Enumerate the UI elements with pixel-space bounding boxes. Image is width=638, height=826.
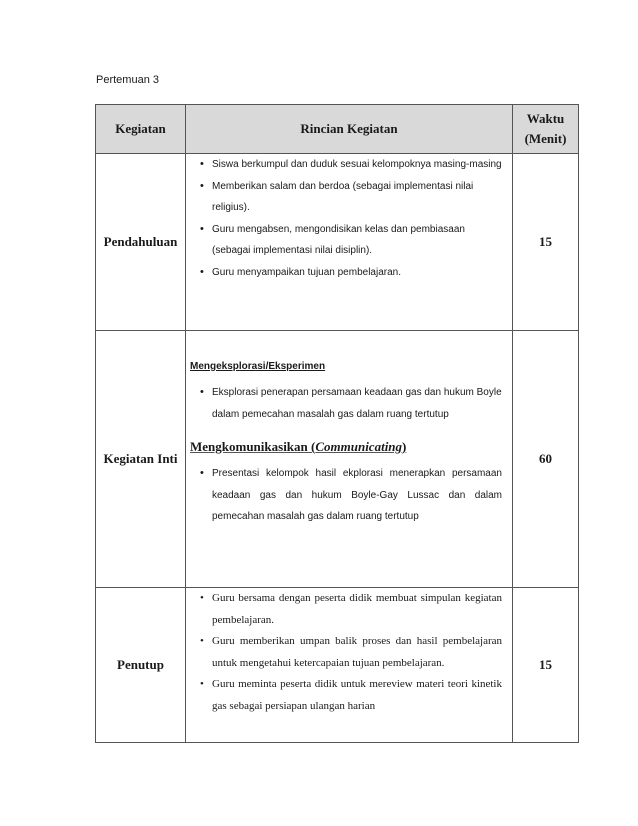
- list-item: • Memberikan salam dan berdoa (sebagai implementasi nilai religius).: [186, 176, 512, 219]
- bullet-icon: •: [200, 158, 204, 170]
- list-item: • Guru memberikan umpan balik proses dan hasil pembelajaran untuk mengetahui ketercapaian tujuan pembelajaran.: [186, 631, 512, 674]
- list-item: • Eksplorasi penerapan persamaan keadaan gas dan hukum Boyle dalam pemecahan masalah gas dalam ruang tertutup: [186, 382, 512, 425]
- activity-list: [186, 154, 512, 283]
- list-item: • Presentasi kelompok hasil ekplorasi menerapkan persamaan keadaan gas dan hukum Boyle-Gay Lussac dan dalam pemecahan masalah gas dalam ruang tertutup: [186, 463, 512, 528]
- kegiatan-cell: Pendahuluan: [96, 154, 186, 331]
- rincian-cell: [186, 154, 513, 331]
- kegiatan-cell: Kegiatan Inti: [96, 331, 186, 588]
- kegiatan-cell: Penutup: [96, 588, 186, 743]
- activity-list: [186, 463, 512, 528]
- header-waktu: [513, 105, 579, 154]
- header-rincian: Rincian Kegiatan: [186, 105, 513, 154]
- bullet-icon: •: [200, 179, 204, 192]
- table-header-row: [96, 105, 579, 154]
- bullet-icon: •: [200, 386, 204, 398]
- page-title: Pertemuan 3: [96, 74, 159, 86]
- rincian-cell: [186, 588, 513, 743]
- waktu-cell: 15: [513, 154, 579, 331]
- table-row: [96, 331, 579, 588]
- bullet-icon: •: [200, 678, 204, 690]
- waktu-cell: 60: [513, 331, 579, 588]
- activity-list: [186, 382, 512, 425]
- bullet-icon: •: [200, 222, 204, 235]
- header-kegiatan: Kegiatan: [96, 105, 186, 154]
- bullet-icon: •: [200, 635, 204, 647]
- activity-list: [186, 588, 512, 717]
- table-row: [96, 588, 579, 743]
- list-item: • Guru meminta peserta didik untuk mereview materi teori kinetik gas sebagai persiapan ulangan harian: [186, 674, 512, 717]
- list-item: • Guru menyampaikan tujuan pembelajaran.: [186, 262, 512, 284]
- list-item: • Guru mengabsen, mengondisikan kelas dan pembiasaan (sebagai implementasi nilai disiplin).: [186, 219, 512, 262]
- bullet-icon: •: [200, 467, 204, 479]
- section-heading: Mengkomunikasikan (Communicating): [190, 439, 407, 454]
- list-item: • Siswa berkumpul dan duduk sesuai kelompoknya masing-masing: [186, 154, 512, 176]
- bullet-icon: •: [200, 265, 204, 278]
- lesson-plan-table: [95, 104, 579, 743]
- table-row: [96, 154, 579, 331]
- waktu-cell: 15: [513, 588, 579, 743]
- bullet-icon: •: [200, 592, 204, 604]
- section-heading: Mengeksplorasi/Eksperimen: [190, 361, 326, 372]
- header-waktu-line2: (Menit): [524, 131, 567, 146]
- header-waktu-line1: Waktu: [526, 111, 565, 126]
- list-item: • Guru bersama dengan peserta didik membuat simpulan kegiatan pembelajaran.: [186, 588, 512, 631]
- rincian-cell: [186, 331, 513, 588]
